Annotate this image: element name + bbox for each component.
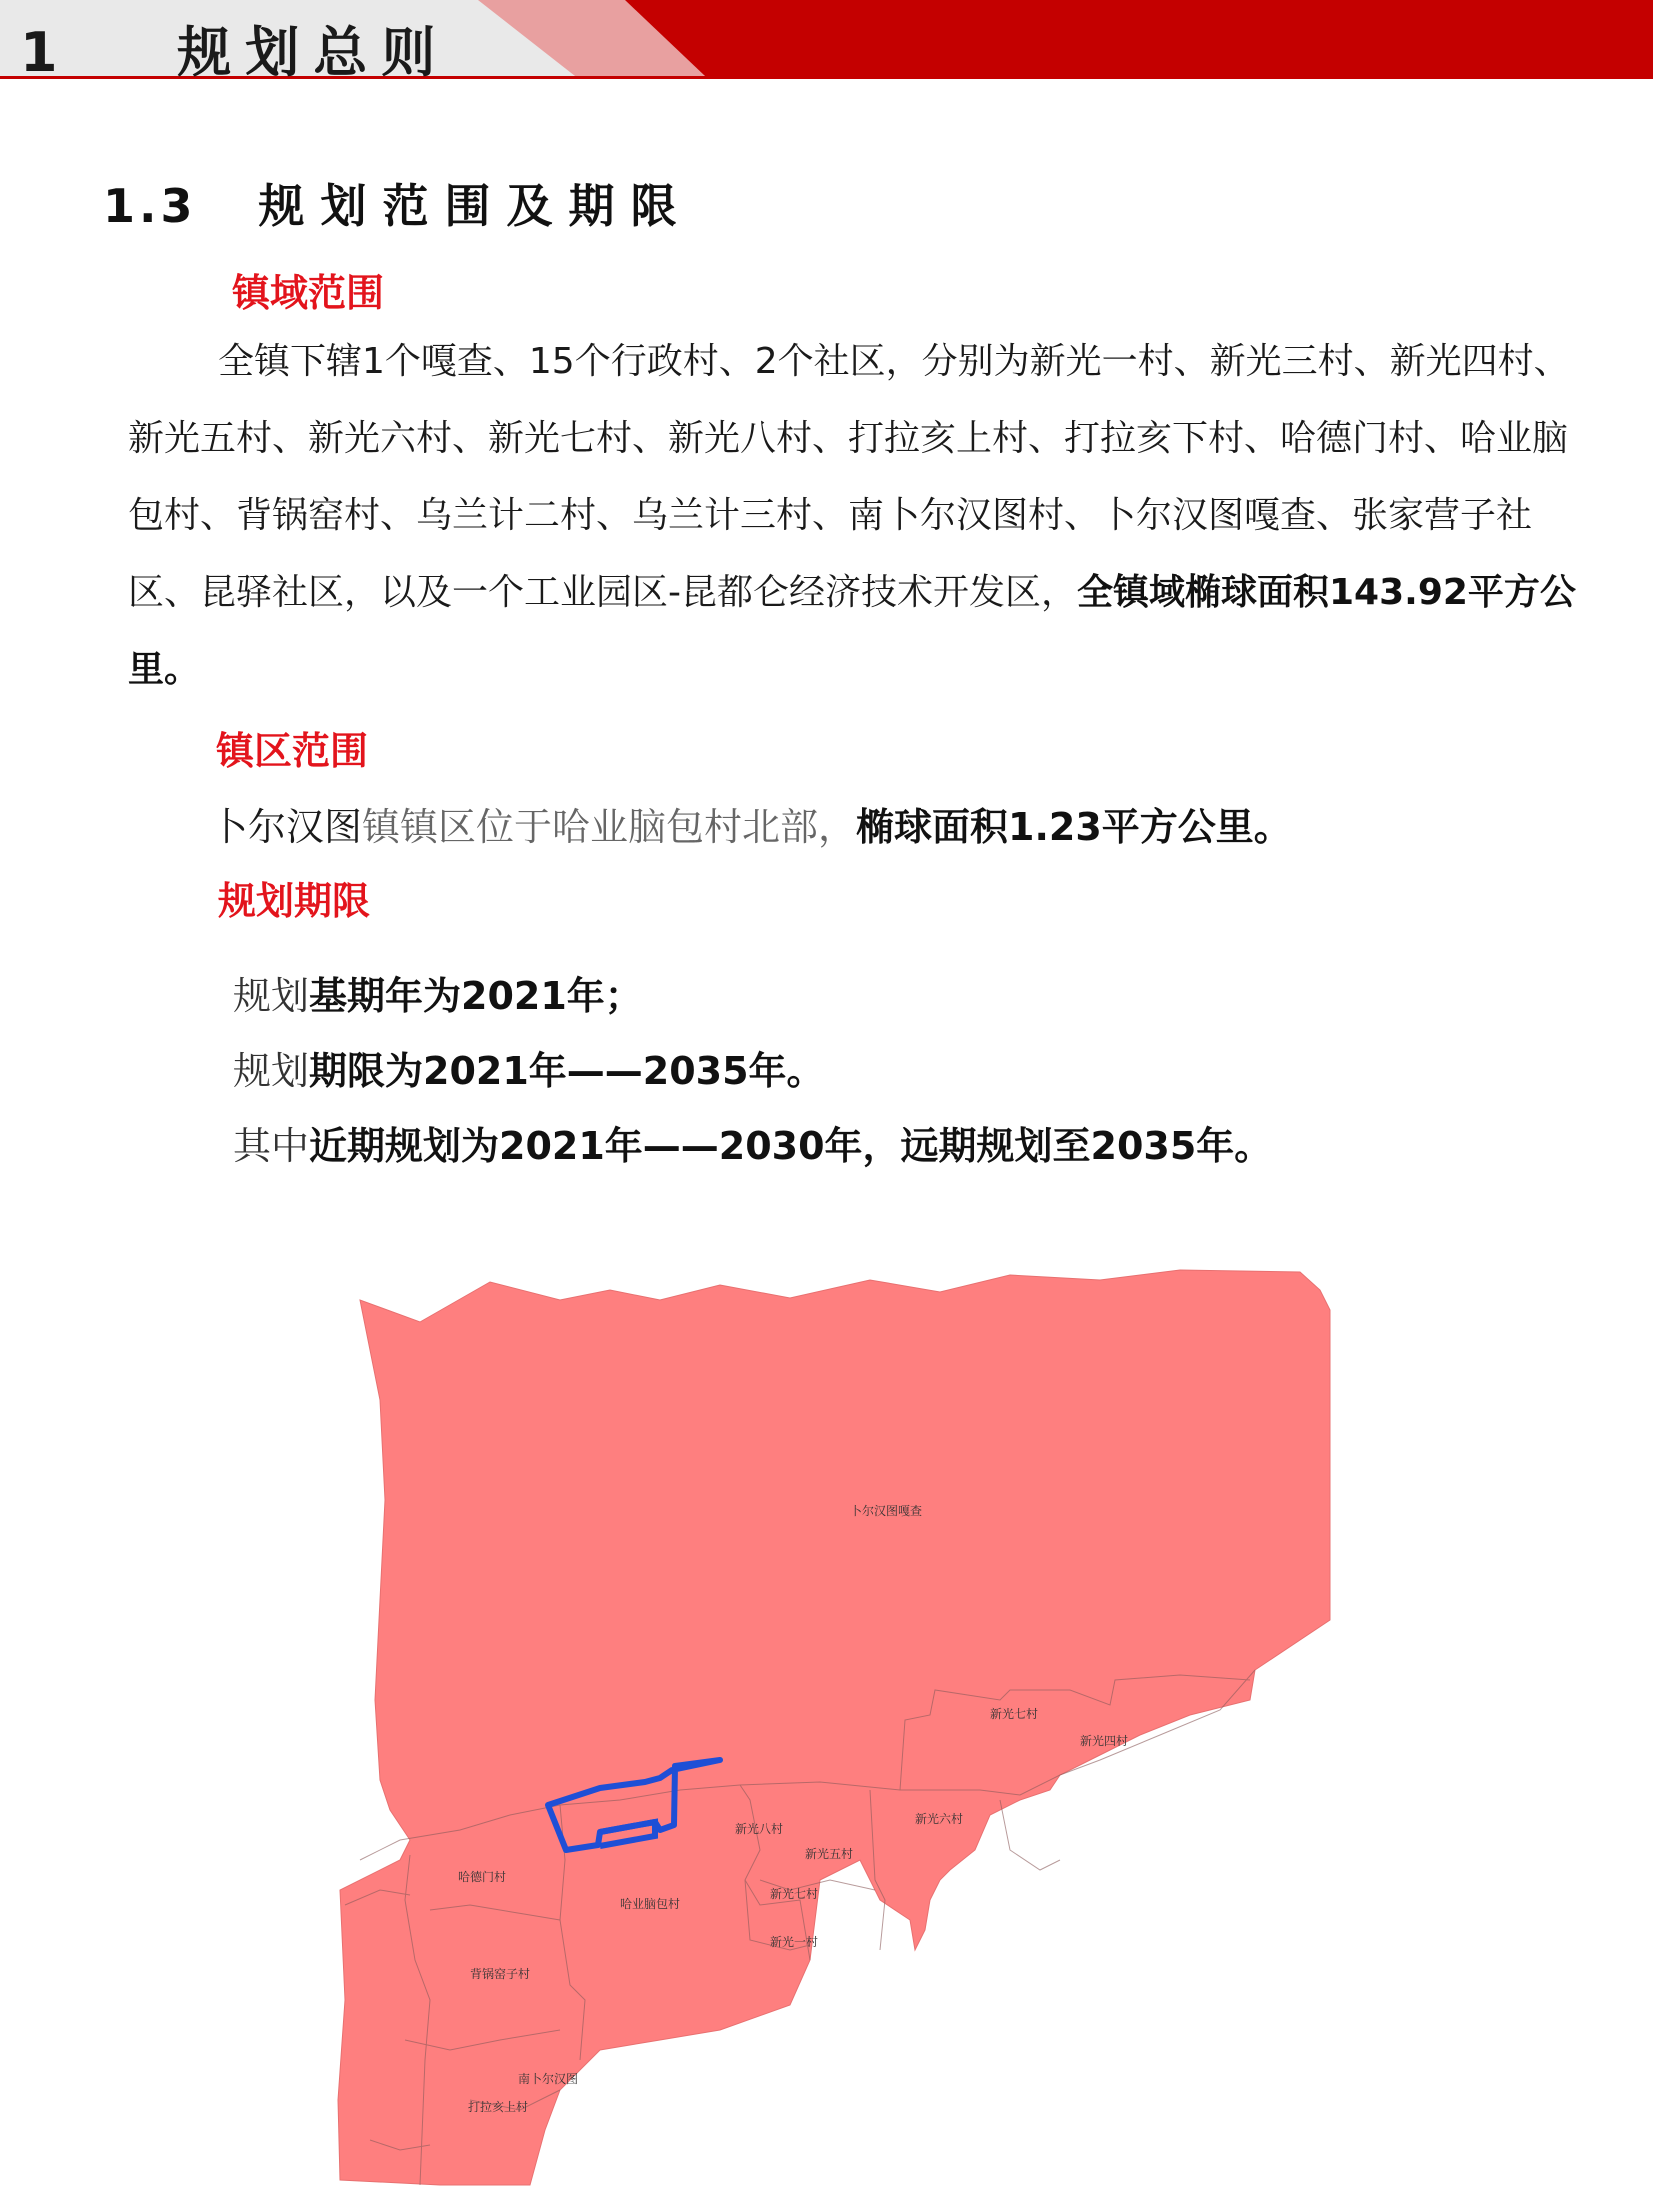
territory-shape	[338, 1270, 1330, 2185]
label-beiguoyao: 背锅窑子村	[470, 1967, 531, 1981]
section-title	[103, 170, 693, 236]
label-xinguang-4: 新光四村	[1080, 1734, 1129, 1748]
label-xinguang-5: 新光五村	[805, 1847, 854, 1861]
map-graphic	[330, 1265, 1340, 2200]
town-center-heading: 镇区范围	[216, 729, 369, 773]
period-line-2	[233, 1040, 825, 1095]
section-title-text: 规划范围及期限	[258, 179, 693, 233]
period-line-1-bold: 基期年为2021年；	[309, 974, 643, 1018]
chapter-title: 规划总则	[177, 21, 450, 84]
period-line-1	[233, 965, 643, 1020]
town-center-bold: 椭球面积1.23平方公里。	[856, 805, 1292, 849]
label-xinguang-1: 新光一村	[770, 1935, 819, 1949]
town-area-text: 全镇下辖1个嘎查、15个行政村、2个社区，分别为新光一村、新光三村、新光四村、新光五村、新光六村、新光七村、新光八村、打拉亥上村、打拉亥下村、哈德门村、哈业脑包村、背锅窑村、乌兰计二村、乌兰计三村、南卜尔汉图村、卜尔汉图嘎查、张家营子社区、昆驿社区，以及一个工业园区-昆都仑经济技术开发区，	[128, 341, 1570, 613]
chapter-number: 1	[20, 21, 72, 84]
period-line-3-bold: 近期规划为2021年——2030年，远期规划至2035年。	[309, 1124, 1273, 1168]
label-buerhantu-gacha: 卜尔汉图嘎查	[850, 1504, 923, 1518]
label-dalahai-shang: 打拉亥上村	[468, 2100, 529, 2114]
label-nanbuerhantu: 南卜尔汉图	[518, 2072, 579, 2086]
period-line-2-bold: 期限为2021年——2035年。	[309, 1049, 825, 1093]
town-center-paragraph	[210, 796, 1292, 851]
town-area-heading: 镇域范围	[232, 271, 385, 315]
label-xinguang-8: 新光八村	[735, 1822, 784, 1836]
section-number: 1.3	[103, 179, 197, 233]
town-area-paragraph	[128, 323, 1598, 708]
chapter-heading	[20, 10, 449, 87]
label-hademen: 哈德门村	[458, 1870, 507, 1884]
period-line-1-prefix: 规划	[233, 974, 310, 1018]
label-xinguang-6: 新光六村	[915, 1812, 964, 1826]
planning-area-map	[330, 1265, 1340, 2200]
label-xinguang-7b: 新光七村	[770, 1887, 819, 1901]
period-line-3	[233, 1115, 1272, 1170]
label-hayenaobao: 哈业脑包村	[620, 1897, 681, 1911]
period-line-2-prefix: 规划	[233, 1049, 310, 1093]
town-area-bold: 全镇域椭球面积143.92平方公里。	[128, 572, 1576, 690]
label-xinguang-7: 新光七村	[990, 1707, 1039, 1721]
period-line-3-prefix: 其中	[233, 1124, 310, 1168]
town-center-text-b: 镇镇区位于哈业脑包村北部，	[362, 805, 857, 849]
header-banner	[0, 0, 1653, 84]
period-heading: 规划期限	[218, 879, 371, 923]
town-center-text-a: 卜尔汉图	[210, 805, 363, 849]
